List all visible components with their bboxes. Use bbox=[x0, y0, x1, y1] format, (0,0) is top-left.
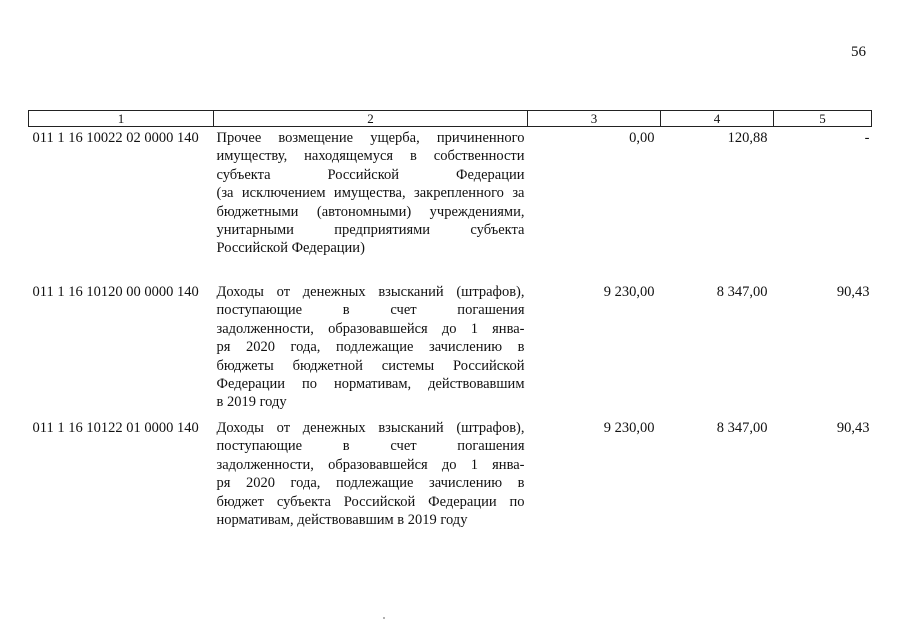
value-col-4: 8 347,00 bbox=[716, 420, 768, 436]
income-code: 011 1 16 10122 01 0000 140 bbox=[32, 420, 199, 436]
column-header-3: 3 bbox=[528, 111, 661, 127]
description-line: ря 2020 года, подлежащие зачислению в bbox=[216, 475, 525, 492]
description-line: поступающие в счет погашения bbox=[216, 438, 525, 455]
description-line: имуществу, находящемуся в собственности bbox=[216, 148, 525, 165]
description-line: Прочее возмещение ущерба, причиненного bbox=[216, 130, 525, 146]
value-col-3: 0,00 bbox=[629, 130, 655, 146]
income-code: 011 1 16 10120 00 0000 140 bbox=[32, 284, 199, 300]
column-header-1: 1 bbox=[29, 111, 214, 127]
description-line: в 2019 году bbox=[216, 394, 287, 411]
column-header-4: 4 bbox=[661, 111, 774, 127]
description-line: субъекта Российской Федерации bbox=[216, 166, 525, 183]
description-line: поступающие в счет погашения bbox=[216, 302, 525, 319]
table-row bbox=[29, 417, 872, 537]
income-description bbox=[214, 127, 528, 282]
description-line: Российской Федерации) bbox=[216, 240, 365, 257]
value-col-5: 90,43 bbox=[836, 420, 870, 436]
page-number: 56 bbox=[851, 44, 866, 60]
description-line: Доходы от денежных взысканий (штрафов), bbox=[216, 420, 525, 436]
description-line: (за исключением имущества, закрепленного за bbox=[216, 185, 525, 202]
value-col-5: 90,43 bbox=[836, 284, 870, 300]
column-header-2: 2 bbox=[214, 111, 528, 127]
column-header-5: 5 bbox=[774, 111, 872, 127]
income-code: 011 1 16 10022 02 0000 140 bbox=[32, 130, 199, 146]
description-line: задолженности, образовавшейся до 1 янва- bbox=[216, 456, 525, 473]
income-description bbox=[214, 417, 528, 537]
income-description bbox=[214, 281, 528, 417]
description-line: бюджетными (автономными) учреждениями, bbox=[216, 203, 525, 220]
description-line: задолженности, образовавшейся до 1 янва- bbox=[216, 320, 525, 337]
description-line: Доходы от денежных взысканий (штрафов), bbox=[216, 284, 525, 300]
description-line: бюджеты бюджетной системы Российской bbox=[216, 357, 525, 374]
description-line: бюджет субъекта Российской Федерации по bbox=[216, 493, 525, 510]
description-line: нормативам, действовавшим в 2019 году bbox=[216, 512, 468, 529]
table-row bbox=[29, 281, 872, 417]
value-col-4: 120,88 bbox=[727, 130, 768, 146]
budget-table bbox=[28, 110, 872, 537]
value-col-5: - bbox=[864, 130, 870, 146]
value-col-3: 9 230,00 bbox=[603, 284, 655, 300]
scan-speck bbox=[383, 617, 385, 619]
value-col-3: 9 230,00 bbox=[603, 420, 655, 436]
description-line: ря 2020 года, подлежащие зачислению в bbox=[216, 339, 525, 356]
description-line: Федерации по нормативам, действовавшим bbox=[216, 376, 525, 393]
description-line: унитарными предприятиями субъекта bbox=[216, 222, 525, 239]
header-row bbox=[29, 111, 872, 127]
value-col-4: 8 347,00 bbox=[716, 284, 768, 300]
table-row bbox=[29, 127, 872, 282]
